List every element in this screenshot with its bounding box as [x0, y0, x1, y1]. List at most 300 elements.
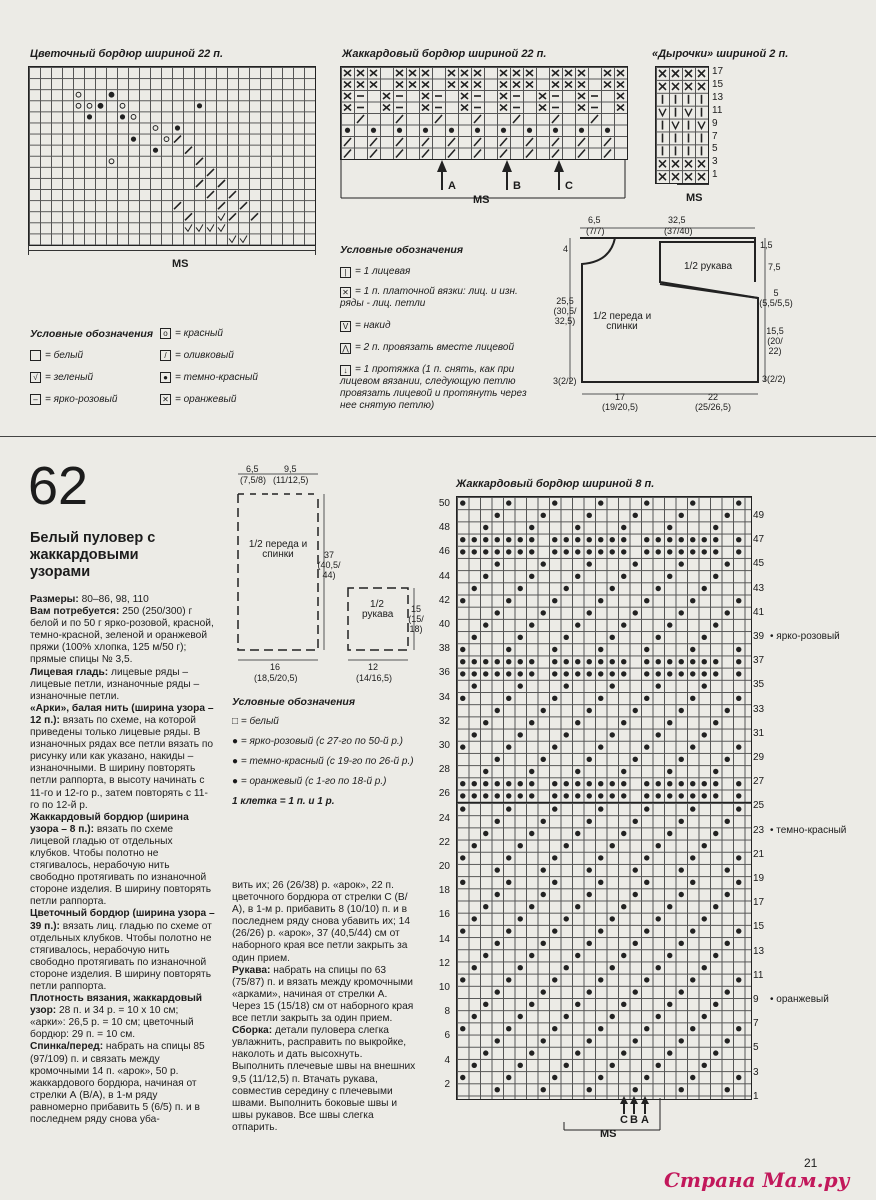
- row-number: 1: [753, 1090, 759, 1102]
- flower-legend-title: Условные обозначения: [30, 328, 154, 340]
- chart-symbol-x: [604, 70, 611, 76]
- pattern-number: 62: [28, 456, 89, 516]
- chart-symbol-dot: [598, 659, 603, 664]
- schema2-top1b: (7,5/8): [240, 475, 267, 485]
- chart-symbol-dot: [472, 671, 477, 676]
- chart-symbol-dot: [345, 128, 350, 133]
- chart-symbol-circle: [87, 103, 92, 108]
- chart-symbol-x: [604, 82, 611, 88]
- chart-symbol-dot: [736, 598, 741, 603]
- article-text: детали пуловера слегка увлажнить, расправить по выкройке, наколоть и дать высохнуть. Выполнить плечевые швы на внешних 9,5 (11/12,5) п. Втачать рукава, совместив середину с плечевыми швами. Выполнить боковые швы и швы рукавов. Все швы слегка отпарить.: [232, 1025, 416, 1133]
- chart-symbol-dot: [518, 732, 523, 737]
- chart-symbol-dot: [736, 880, 741, 885]
- pattern-title: Белый пуловер с жаккардовыми узорами: [30, 530, 156, 580]
- chart-symbol-dot: [541, 1087, 546, 1092]
- row-number: 38: [438, 643, 450, 655]
- chart-symbol-dot: [460, 549, 465, 554]
- chart-symbol-dot: [621, 659, 626, 664]
- chart-symbol-dot: [713, 1050, 718, 1055]
- chart-symbol-dot: [610, 781, 615, 786]
- chart-symbol-dot: [656, 1014, 661, 1019]
- chart-symbol-dot: [656, 586, 661, 591]
- chart-symbol-dot: [552, 598, 557, 603]
- article-heading: Сборка:: [232, 1025, 273, 1037]
- chart-symbol-dot: [575, 720, 580, 725]
- chart-symbol-slash: [196, 158, 203, 165]
- chart-symbol-dot: [518, 683, 523, 688]
- chart-symbol-dot: [483, 953, 488, 958]
- chart-symbol-dot: [529, 953, 534, 958]
- chart-symbol-dot: [495, 1087, 500, 1092]
- chart-symbol-dot: [713, 659, 718, 664]
- chart-symbol-dot: [506, 647, 511, 652]
- chart-symbol-dot: [564, 1014, 569, 1019]
- schema2-top2: 9,5: [284, 464, 297, 474]
- chart-symbol-dot: [621, 793, 626, 798]
- article-heading: Размеры:: [30, 594, 79, 605]
- chart-symbol-dot: [610, 793, 615, 798]
- chart-symbol-dot: [506, 880, 511, 885]
- article-heading: Цветочный бордюр (ширина узора – 39 п.):: [30, 908, 215, 932]
- chart-symbol-dot: [644, 696, 649, 701]
- chart-symbol-dot: [610, 671, 615, 676]
- chart-symbol-dot: [529, 781, 534, 786]
- chart-symbol-dot: [644, 671, 649, 676]
- schema1-top-right2: (37/40): [664, 226, 693, 236]
- chart-symbol-dot: [713, 904, 718, 909]
- chart-symbol-x: [448, 82, 455, 88]
- row-number: 35: [753, 679, 765, 691]
- article-paragraph: [30, 993, 215, 1041]
- chart-symbol-dot: [472, 781, 477, 786]
- chart-symbol-dot: [702, 965, 707, 970]
- legend-symbol: ⋀: [340, 343, 351, 354]
- chart-symbol-dot: [501, 128, 506, 133]
- chart-symbol-dot: [736, 977, 741, 982]
- chart-symbol-dot: [713, 622, 718, 627]
- chart-symbol-x: [383, 93, 390, 99]
- chart-symbol-dot: [460, 928, 465, 933]
- schema2-bottom2: (18,5/20,5): [254, 673, 298, 683]
- chart-symbol-dot: [472, 843, 477, 848]
- chart-symbol-dot: [598, 598, 603, 603]
- chart-symbol-dot: [702, 793, 707, 798]
- article-text: набрать на спицы по 63 (75/87) п. и вязать между кромочными «арками», начиная от стрелки А. Через 15 (15/18) см от наборного края все петли закрыть за один прием.: [232, 964, 414, 1025]
- chart-symbol-slash: [474, 138, 481, 146]
- chart-symbol-dot: [656, 549, 661, 554]
- chart-symbol-x: [422, 82, 429, 88]
- chart-symbol-dot: [564, 537, 569, 542]
- flower-legend-item: [30, 372, 93, 383]
- chart-symbol-dot: [587, 610, 592, 615]
- chart-symbol-dot: [679, 1087, 684, 1092]
- chart-symbol-dot: [587, 513, 592, 518]
- chart-symbol-dot: [552, 696, 557, 701]
- chart-symbol-dot: [702, 843, 707, 848]
- chart-symbol-circle: [76, 103, 81, 108]
- jacquard8-chart-lower: [456, 802, 752, 1100]
- chart-symbol-dot: [552, 647, 557, 652]
- j8-arrow-c: C: [620, 1114, 628, 1126]
- chart-symbol-dot: [598, 880, 603, 885]
- chart-symbol-dot: [621, 574, 626, 579]
- chart-symbol-x: [659, 173, 666, 180]
- chart-symbol-dot: [552, 781, 557, 786]
- article-heading: Плотность вязания, жаккардовый узор:: [30, 993, 203, 1017]
- chart-symbol-dot: [506, 977, 511, 982]
- chart-symbol-dot: [679, 867, 684, 872]
- legend-label: = белый: [240, 716, 279, 727]
- legend-label: = темно-красный: [175, 372, 258, 384]
- chart-symbol-dot: [633, 819, 638, 824]
- chart-symbol-dot: [460, 793, 465, 798]
- chart-symbol-dot: [506, 781, 511, 786]
- chart-symbol-dot: [495, 989, 500, 994]
- chart-symbol-dot: [483, 781, 488, 786]
- chart-symbol-tick: [240, 236, 247, 243]
- row-number: 48: [438, 522, 450, 534]
- chart-symbol-dot: [679, 537, 684, 542]
- chart-symbol-dot: [736, 671, 741, 676]
- chart-symbol-x: [344, 70, 351, 76]
- row-number: 7: [712, 130, 718, 142]
- chart-symbol-dot: [702, 732, 707, 737]
- chart-symbol-dot: [495, 1038, 500, 1043]
- chart-symbol-slash: [218, 202, 225, 209]
- chart-symbol-dot: [725, 708, 730, 713]
- chart-symbol-dot: [529, 537, 534, 542]
- chart-symbol-dot: [679, 549, 684, 554]
- article-text: вить их; 26 (26/38) р. «арок», 22 п. цветочного бордюра от стрелки С (В/А), в 1-м р. прибавить 8 (10/10) п. и в последнем ряду снова убавить их; 14 (26/26) р. «арок», 37 (40,5/44) см от наборного края все петли закрыть за один прием.: [232, 880, 411, 964]
- legend-symbol: [30, 350, 41, 361]
- chart-symbol-dot: [495, 867, 500, 872]
- chart-symbol-dot: [702, 1014, 707, 1019]
- chart-symbol-dot: [690, 537, 695, 542]
- chart-symbol-dot: [472, 537, 477, 542]
- chart-symbol-dot: [656, 793, 661, 798]
- legend-symbol: ↓: [340, 365, 351, 376]
- chart-symbol-x: [370, 70, 377, 76]
- chart-symbol-x: [500, 93, 507, 99]
- chart-symbol-dot: [529, 659, 534, 664]
- chart-symbol-dot: [667, 769, 672, 774]
- chart-symbol-dot: [460, 659, 465, 664]
- chart-symbol-dot: [529, 622, 534, 627]
- chart-symbol-dot: [610, 843, 615, 848]
- chart-symbol-dot: [575, 781, 580, 786]
- chart-symbol-dot: [679, 892, 684, 897]
- schema1-top-left: 6,5: [588, 215, 601, 225]
- chart-symbol-dot: [736, 1026, 741, 1031]
- chart-symbol-x: [526, 70, 533, 76]
- chart-symbol-dot: [575, 549, 580, 554]
- chart-symbol-dot: [690, 928, 695, 933]
- chart-symbol-dot: [656, 537, 661, 542]
- legend3-item: [232, 736, 403, 747]
- chart-symbol-dot: [690, 880, 695, 885]
- row-number: 42: [438, 594, 450, 606]
- chart-symbol-v: [698, 122, 705, 129]
- chart-symbol-tick: [207, 224, 214, 231]
- chart-symbol-dot: [575, 574, 580, 579]
- legend-symbol: ✕: [160, 394, 171, 405]
- chart-symbol-dot: [621, 622, 626, 627]
- row-number: 6: [444, 1030, 450, 1042]
- row-number: 17: [753, 897, 765, 909]
- chart-symbol-slash: [357, 115, 364, 123]
- chart-symbol-dot: [667, 622, 672, 627]
- row-number: 27: [753, 776, 765, 788]
- legend3-title: Условные обозначения: [232, 696, 356, 708]
- legend-label: = белый: [45, 350, 84, 362]
- legend-label: = ярко-розовый (с 27-го по 50-й р.): [240, 736, 404, 747]
- chart-symbol-dot: [518, 965, 523, 970]
- chart-symbol-x: [344, 105, 351, 111]
- chart-symbol-dot: [553, 128, 558, 133]
- chart-symbol-dot: [483, 1050, 488, 1055]
- color-label: • темно-красный: [770, 824, 847, 836]
- chart-symbol-dot: [587, 941, 592, 946]
- legend3-item: [232, 776, 386, 787]
- chart-symbol-dot: [690, 781, 695, 786]
- schema1-bottom-17: 17 (19/20,5): [601, 392, 639, 412]
- legend-label: = красный: [175, 328, 223, 340]
- chart-symbol-x: [672, 160, 679, 167]
- chart-symbol-dot: [552, 659, 557, 664]
- chart-symbol-dot: [564, 1063, 569, 1068]
- chart-symbol-dot: [529, 525, 534, 530]
- chart-symbol-dot: [656, 781, 661, 786]
- chart-symbol-dot: [736, 744, 741, 749]
- chart-symbol-slash: [435, 115, 442, 123]
- chart-symbol-dot: [644, 549, 649, 554]
- chart-symbol-dot: [725, 1038, 730, 1043]
- chart-symbol-dot: [679, 989, 684, 994]
- chart-symbol-x: [698, 70, 705, 77]
- legend2-item: [340, 320, 540, 332]
- chart-symbol-dot: [575, 769, 580, 774]
- chart-symbol-dot: [736, 659, 741, 664]
- chart-symbol-dot: [495, 941, 500, 946]
- chart-symbol-dot: [736, 549, 741, 554]
- row-number: 11: [712, 104, 723, 116]
- chart-symbol-dot: [633, 989, 638, 994]
- chart-symbol-dot: [644, 1075, 649, 1080]
- chart-symbol-dot: [644, 1026, 649, 1031]
- chart-symbol-dot: [587, 671, 592, 676]
- chart-symbol-dot: [541, 757, 546, 762]
- chart-symbol-x: [409, 82, 416, 88]
- jacquard22-chart: [340, 66, 628, 160]
- legend-symbol: □: [232, 716, 241, 727]
- chart-symbol-dot: [667, 574, 672, 579]
- chart-symbol-dot: [472, 793, 477, 798]
- chart-symbol-dot: [667, 537, 672, 542]
- chart-symbol-slash: [185, 147, 192, 154]
- row-number: 16: [438, 909, 450, 921]
- article-heading: «Арки», балая нить (ширина узора – 12 п.):: [30, 702, 214, 726]
- article-heading: Вам потребуется:: [30, 606, 120, 618]
- chart-symbol-dot: [575, 904, 580, 909]
- chart-symbol-dot: [587, 1087, 592, 1092]
- chart-symbol-dot: [529, 831, 534, 836]
- chart-symbol-dot: [518, 916, 523, 921]
- row-number: 41: [753, 606, 765, 618]
- chart-symbol-x: [396, 70, 403, 76]
- schema2-sleeve-w: 12: [368, 662, 379, 672]
- chart-symbol-slash: [396, 138, 403, 146]
- chart-symbol-dot: [495, 610, 500, 615]
- chart-symbol-dot: [702, 635, 707, 640]
- chart-symbol-dot: [598, 806, 603, 811]
- chart-symbol-slash: [396, 115, 403, 123]
- schema2-sleeve-h: 15 (15/ 18): [408, 604, 424, 634]
- chart-symbol-tick: [185, 224, 192, 231]
- chart-symbol-dot: [679, 941, 684, 946]
- chart-symbol-x: [344, 93, 351, 99]
- schema2-height: 37 (40,5/ 44): [317, 550, 341, 580]
- chart-symbol-dot: [644, 806, 649, 811]
- chart-symbol-dot: [460, 598, 465, 603]
- row-number: 9: [712, 117, 718, 129]
- chart-symbol-dot: [495, 793, 500, 798]
- chart-symbol-dot: [483, 574, 488, 579]
- chart-symbol-dot: [702, 671, 707, 676]
- row-number: 47: [753, 534, 765, 546]
- chart-symbol-dot: [575, 622, 580, 627]
- article-column-2: [232, 880, 417, 1134]
- chart-symbol-x: [578, 82, 585, 88]
- holes-ms-label: MS: [686, 192, 703, 204]
- chart-symbol-dot: [506, 500, 511, 505]
- legend-label: = 1 п. платочной вязки: лиц. и изн. ряды - лиц. петли: [340, 286, 518, 309]
- chart-symbol-dot: [552, 977, 557, 982]
- article-paragraph: [232, 1025, 417, 1134]
- chart-symbol-dot: [460, 500, 465, 505]
- chart-symbol-dot: [541, 610, 546, 615]
- chart-symbol-dot: [587, 1038, 592, 1043]
- chart-symbol-dot: [598, 537, 603, 542]
- chart-symbol-dot: [598, 500, 603, 505]
- chart-symbol-dot: [679, 1038, 684, 1043]
- chart-symbol-slash: [229, 213, 236, 220]
- chart-symbol-dot: [518, 781, 523, 786]
- schema1-top-right: 32,5: [668, 215, 686, 225]
- chart-symbol-dot: [575, 1002, 580, 1007]
- chart-symbol-x: [409, 70, 416, 76]
- chart-symbol-dot: [529, 671, 534, 676]
- chart-symbol-dot: [552, 671, 557, 676]
- article-paragraph: [30, 594, 215, 606]
- chart-symbol-dot: [552, 855, 557, 860]
- chart-symbol-dot: [495, 757, 500, 762]
- chart-symbol-dot: [633, 513, 638, 518]
- chart-symbol-dot: [679, 793, 684, 798]
- chart-symbol-dot: [598, 696, 603, 701]
- chart-symbol-dot: [633, 867, 638, 872]
- chart-symbol-dot: [690, 1026, 695, 1031]
- flower-legend-item: [160, 328, 223, 339]
- chart-symbol-dot: [460, 1026, 465, 1031]
- jacquard22-ms-label: MS: [473, 194, 490, 206]
- article-paragraph: [30, 908, 215, 993]
- chart-symbol-dot: [541, 989, 546, 994]
- chart-symbol-dot: [725, 757, 730, 762]
- chart-symbol-x: [565, 70, 572, 76]
- row-number: 50: [438, 498, 450, 509]
- chart-symbol-x: [659, 160, 666, 167]
- chart-symbol-dot: [423, 128, 428, 133]
- chart-symbol-dot: [472, 916, 477, 921]
- arrow-c-label: C: [565, 180, 573, 192]
- chart-symbol-dot: [598, 1075, 603, 1080]
- chart-symbol-dot: [175, 125, 180, 130]
- chart-symbol-slash: [448, 138, 455, 146]
- legend2-title: Условные обозначения: [340, 244, 464, 256]
- chart-symbol-dot: [610, 635, 615, 640]
- chart-symbol-dot: [541, 1038, 546, 1043]
- chart-symbol-dot: [644, 977, 649, 982]
- chart-symbol-dot: [736, 500, 741, 505]
- chart-symbol-dot: [702, 916, 707, 921]
- row-number: 49: [753, 510, 765, 521]
- chart-symbol-dot: [495, 819, 500, 824]
- row-number: 11: [753, 969, 764, 981]
- chart-symbol-dot: [690, 696, 695, 701]
- schema1-front-label: 1/2 переда и спинки: [592, 311, 652, 332]
- chart-symbol-x: [500, 105, 507, 111]
- chart-symbol-dot: [587, 537, 592, 542]
- chart-symbol-dot: [679, 757, 684, 762]
- chart-symbol-dot: [667, 659, 672, 664]
- row-number: 8: [444, 1006, 450, 1018]
- chart-symbol-dot: [610, 586, 615, 591]
- chart-symbol-dot: [587, 867, 592, 872]
- chart-symbol-dot: [552, 806, 557, 811]
- chart-symbol-x: [422, 93, 429, 99]
- legend-label: = 1 протяжка (1 п. снять, как при лицевом вязании, следующую петлю провязать лицевой и протянуть через нее снятую петлю): [340, 364, 527, 411]
- chart-symbol-slash: [422, 138, 429, 146]
- row-number: 7: [753, 1018, 759, 1030]
- chart-symbol-dot: [506, 537, 511, 542]
- schema1-sleeve-label: 1/2 рукава: [684, 261, 733, 272]
- flower-ms-label: MS: [172, 258, 189, 270]
- chart-symbol-dot: [656, 965, 661, 970]
- schema2-sleeve-w2: (14/16,5): [356, 673, 393, 683]
- legend3-item: [232, 756, 414, 767]
- chart-symbol-x: [370, 82, 377, 88]
- j8-arrow-b: B: [630, 1114, 638, 1126]
- row-number: 36: [438, 667, 450, 679]
- chart-symbol-x: [539, 93, 546, 99]
- chart-symbol-dot: [495, 513, 500, 518]
- chart-symbol-dot: [736, 1075, 741, 1080]
- chart-symbol-dot: [371, 128, 376, 133]
- legend-symbol: –: [30, 394, 41, 405]
- chart-symbol-dot: [460, 744, 465, 749]
- chart-symbol-slash: [229, 191, 236, 198]
- chart-symbol-dot: [713, 1002, 718, 1007]
- chart-symbol-dot: [621, 1002, 626, 1007]
- schema1-right-155: 15,5 (20/ 22): [766, 326, 784, 356]
- chart-symbol-dot: [725, 867, 730, 872]
- chart-symbol-dot: [472, 1063, 477, 1068]
- chart-symbol-dot: [690, 647, 695, 652]
- chart-symbol-x: [659, 70, 666, 77]
- chart-symbol-dot: [621, 904, 626, 909]
- chart-symbol-dot: [725, 1087, 730, 1092]
- chart-symbol-dot: [633, 561, 638, 566]
